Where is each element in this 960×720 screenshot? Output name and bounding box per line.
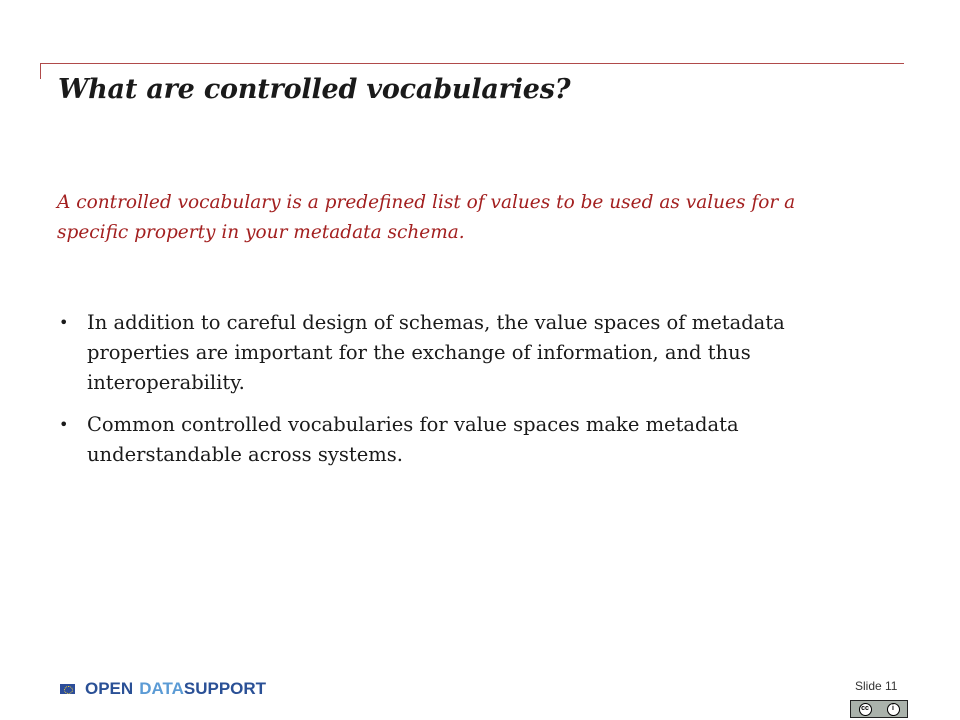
definition-text: A controlled vocabulary is a predefined list of values to be used as values for a specific property in your metadata schema. (57, 192, 796, 243)
logo-word-support: SUPPORT (183, 679, 267, 698)
bullet-item (57, 308, 877, 398)
cc-by-icon (850, 700, 908, 718)
logo-word-open: OPEN (85, 679, 134, 698)
logo-word-data: DATA (139, 679, 184, 698)
slide-number: Slide 11 (855, 679, 898, 693)
open-data-support-logo (60, 678, 266, 700)
bullet-text: Common controlled vocabularies for value spaces make metadata understandable across systems. (87, 413, 739, 466)
bullet-item (57, 410, 877, 470)
slide-title: What are controlled vocabularies? (58, 74, 571, 105)
bullet-dot: • (59, 415, 69, 434)
by-person-icon: i (887, 703, 900, 716)
bullet-list (57, 308, 877, 482)
bullet-dot: • (59, 313, 69, 332)
eu-flag-icon (60, 684, 75, 694)
title-frame-top-line (40, 63, 904, 64)
cc-circle-icon: cc (859, 703, 872, 716)
bullet-text: In addition to careful design of schemas, the value spaces of metadata properties are important for the exchange of information, and thus interoperability. (87, 311, 785, 394)
title-frame-left-line (40, 63, 41, 79)
